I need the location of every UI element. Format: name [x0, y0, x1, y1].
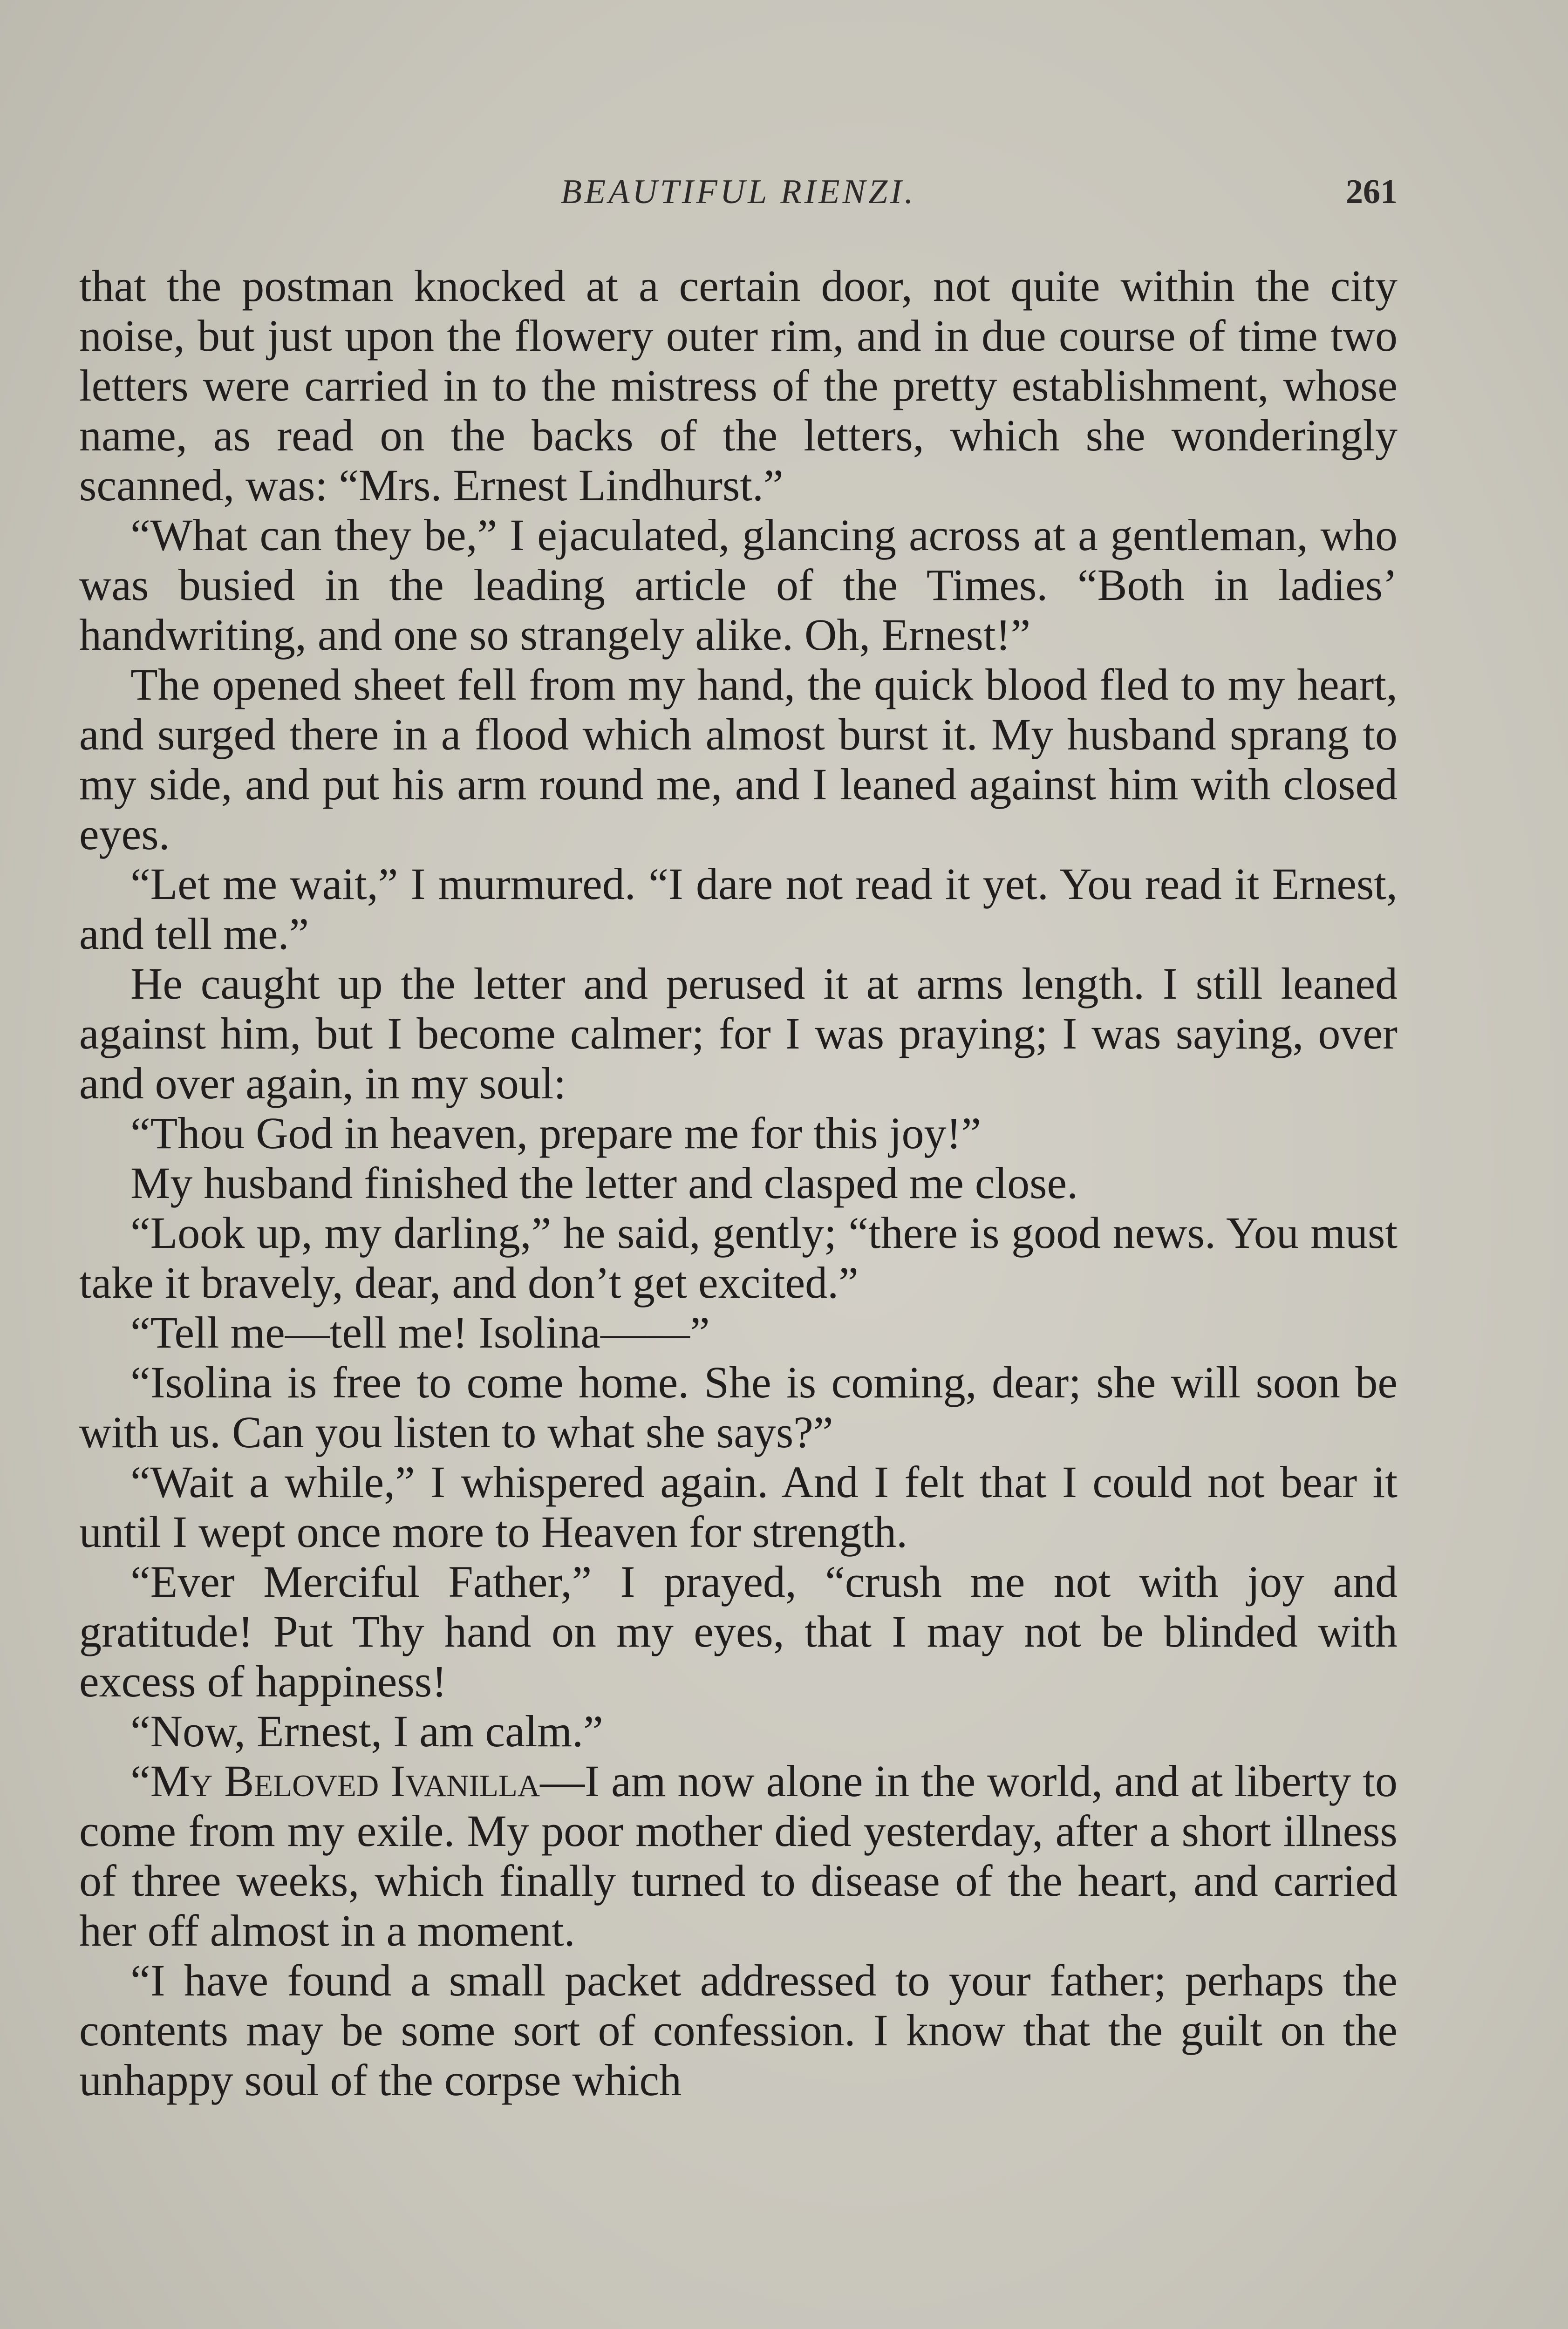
running-title: BEAUTIFUL RIENZI.	[560, 173, 916, 211]
paragraph: “Tell me—tell me! Isolina——”	[130, 1308, 710, 1357]
page-number: 261	[1346, 173, 1398, 211]
paragraph: “Wait a while,” I whispered again. And I felt that I could not bear it until I wept once more to Heaven for strength.	[79, 1457, 1398, 1557]
body-text	[79, 261, 1398, 2105]
paragraph: My husband finished the letter and clasped me close.	[130, 1158, 1078, 1208]
letter-paragraph	[79, 1756, 1398, 1955]
letter-salutation: “My Beloved Ivanilla	[130, 1756, 540, 1806]
paragraph: “Now, Ernest, I am calm.”	[130, 1706, 603, 1756]
paragraph: He caught up the letter and perused it at arms length. I still leaned against him, but I become calmer; for I was praying; I was saying, over and over again, in my soul:	[79, 959, 1398, 1108]
letter-text: —I am now alone in the world, and at liberty to come from my exile. My poor mother died yesterday, after a short illness of three weeks, which finally turned to disease of the heart, and carried her off almost in a moment.	[79, 1756, 1398, 1955]
paragraph: “Ever Merciful Father,” I prayed, “crush me not with joy and gratitude! Put Thy hand on my eyes, that I may not be blinded with excess of happiness!	[79, 1557, 1398, 1706]
paragraph: “Thou God in heaven, prepare me for this joy!”	[130, 1108, 982, 1158]
running-head	[79, 172, 1398, 228]
paragraph: “Let me wait,” I murmured. “I dare not read it yet. You read it Ernest, and tell me.”	[79, 859, 1398, 959]
paragraph: The opened sheet fell from my hand, the quick blood fled to my heart, and surged there in a flood which almost burst it. My husband sprang to my side, and put his arm round me, and I leaned against him with closed eyes.	[79, 660, 1398, 859]
paragraph: “I have found a small packet addressed to your father; perhaps the contents may be some sort of confession. I know that the guilt on the unhappy soul of the corpse which	[79, 1955, 1398, 2105]
paragraph: that the postman knocked at a certain door, not quite within the city noise, but just upon the flowery outer rim, and in due course of time two letters were carried in to the mistress of the pretty establishment, whose name, as read on the backs of the letters, which she wonderingly scanned, was: “Mrs. Ernest Lindhurst.”	[79, 261, 1398, 510]
paragraph: “Look up, my darling,” he said, gently; “there is good news. You must take it bravely, dear, and don’t get excited.”	[79, 1208, 1398, 1308]
paragraph: “Isolina is free to come home. She is coming, dear; she will soon be with us. Can you listen to what she says?”	[79, 1357, 1398, 1457]
paragraph: “What can they be,” I ejaculated, glancing across at a gentleman, who was busied in the leading article of the Times. “Both in ladies’ handwriting, and one so strangely alike. Oh, Ernest!”	[79, 510, 1398, 660]
